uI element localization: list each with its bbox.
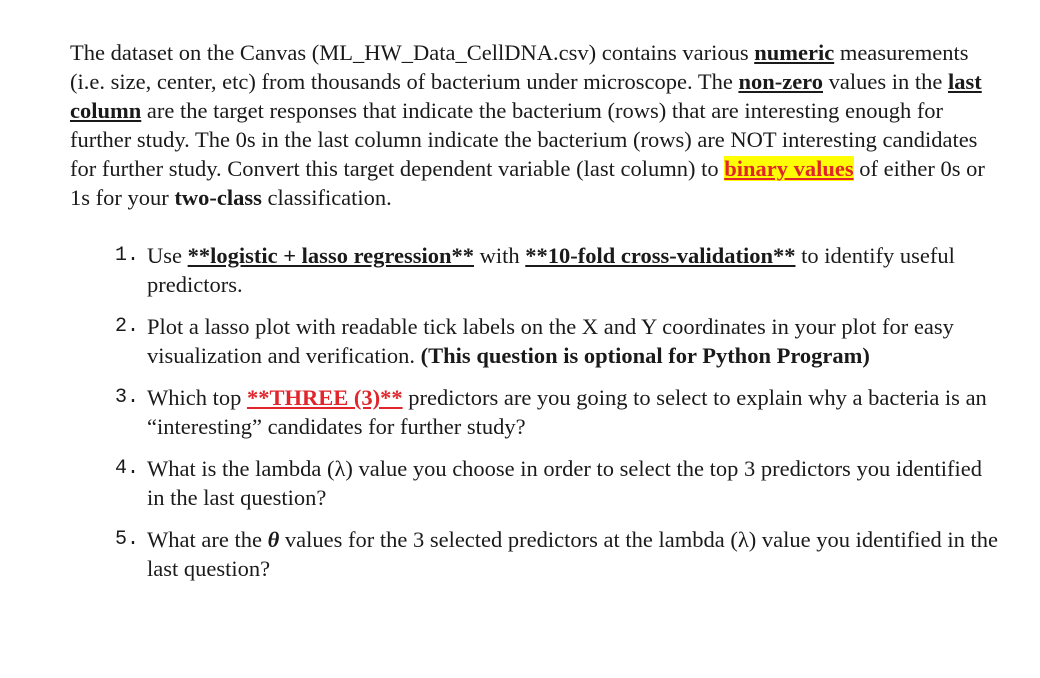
question-5 bbox=[70, 526, 1000, 583]
q5-text-b: values for the 3 selected predictors at the lambda (λ) value you identified in the last question? bbox=[147, 527, 999, 581]
q1-text-e: to identify useful predictors. bbox=[147, 243, 955, 297]
intro-text-5: of either 0s or 1s for your bbox=[70, 156, 985, 210]
question-3 bbox=[70, 384, 1000, 441]
intro-text-2: measurements (i.e. size, center, etc) from thousands of bacterium under microscope. The bbox=[70, 40, 969, 94]
q3-text-c: predictors are you going to select to explain why a bacteria is an “interesting” candidates for further study? bbox=[147, 385, 987, 439]
q2-text-a: Plot a lasso plot with readable tick labels on the X and Y coordinates in your plot for easy visualization and verification. bbox=[147, 314, 954, 368]
q4-text-a: What is the lambda (λ) value you choose in order to select the top 3 predictors you identified in the last question? bbox=[147, 456, 983, 510]
question-text bbox=[147, 455, 1000, 512]
question-4 bbox=[70, 455, 1000, 512]
question-text bbox=[147, 526, 1000, 583]
intro-binary-values: binary values bbox=[724, 156, 854, 181]
question-number: 3. bbox=[114, 386, 139, 409]
intro-non-zero: non-zero bbox=[738, 69, 824, 94]
question-list bbox=[70, 242, 1000, 583]
q1-cross-validation: **10-fold cross-validation** bbox=[525, 243, 796, 268]
question-text bbox=[147, 384, 1000, 441]
q3-text-a: Which top bbox=[147, 385, 247, 410]
intro-text-1: The dataset on the Canvas (ML_HW_Data_CellDNA.csv) contains various bbox=[70, 40, 755, 65]
q5-text-a: What are the bbox=[147, 527, 268, 552]
intro-text-4: are the target responses that indicate the bacterium (rows) that are interesting enough for further study. The 0s in the last column indicate the bacterium (rows) are NOT interesting candidates for further study. Convert this target dependent variable (last column) to bbox=[70, 98, 978, 181]
intro-text-3: values in the bbox=[823, 69, 948, 94]
question-number: 2. bbox=[114, 315, 139, 338]
q5-theta: θ bbox=[267, 527, 280, 552]
intro-text-6: classification. bbox=[261, 185, 392, 210]
q1-text-a: Use bbox=[147, 243, 188, 268]
intro-last-column: last column bbox=[70, 69, 982, 123]
q1-logistic-lasso: **logistic + lasso regression** bbox=[187, 243, 474, 268]
question-number: 4. bbox=[114, 457, 139, 480]
question-number: 1. bbox=[114, 244, 139, 267]
document-page bbox=[70, 38, 1000, 597]
q1-text-c: with bbox=[473, 243, 526, 268]
q3-three: **THREE (3)** bbox=[246, 385, 403, 410]
question-text bbox=[147, 313, 1000, 370]
intro-paragraph bbox=[70, 38, 1000, 212]
intro-two-class: two-class bbox=[174, 185, 262, 210]
question-text bbox=[147, 242, 1000, 299]
question-2 bbox=[70, 313, 1000, 370]
q2-optional-note: (This question is optional for Python Program) bbox=[420, 342, 870, 368]
question-number: 5. bbox=[114, 528, 139, 551]
question-1 bbox=[70, 242, 1000, 299]
intro-numeric: numeric bbox=[754, 40, 835, 65]
